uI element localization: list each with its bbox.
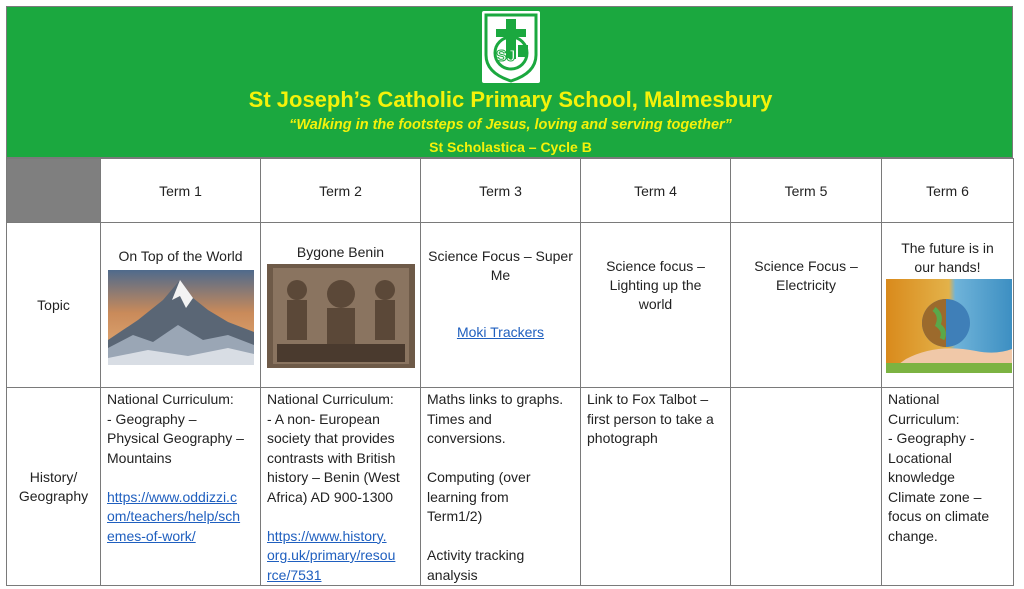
history-geography-label (7, 388, 101, 586)
hg-term-4-line: photograph (587, 430, 658, 446)
topic-term-3 (421, 223, 581, 388)
school-name: St Joseph’s Catholic Primary School, Malmesbury (248, 87, 773, 112)
term-4-header: Term 4 (581, 159, 731, 223)
topic-term-4-line1: Science focus – (606, 258, 705, 274)
hg-term-3-line: analysis (427, 566, 478, 583)
hg-label-line1: History/ (29, 468, 78, 485)
topic-term-6 (882, 223, 1014, 388)
topic-label: Topic (7, 223, 101, 388)
hg-term-3 (421, 388, 581, 586)
hg-term-2-line: contrasts with British (267, 449, 396, 466)
earth-hands-image (886, 279, 1012, 373)
hg-term-5 (731, 388, 882, 586)
hg-term-2-line: Africa) AD 900-1300 (267, 488, 394, 505)
hg-term-2-line: National Curriculum: (267, 391, 394, 407)
topic-term-1 (101, 223, 261, 388)
page (6, 6, 1013, 583)
hg-term-3-line: Activity tracking (427, 547, 525, 563)
topic-term-1-title: On Top of the World (118, 248, 243, 264)
hg-term-6-line: - Geography - (888, 430, 975, 446)
history-link-line: rce/7531 (267, 566, 322, 583)
topic-term-3-line2: Me (490, 267, 511, 283)
hg-term-4-line: first person to take a (587, 410, 714, 427)
hg-term-1-line: Physical Geography – (107, 430, 244, 446)
hg-term-3-line: learning from (427, 488, 509, 505)
history-geography-row (7, 388, 1014, 586)
hg-term-3-line: conversions. (427, 430, 506, 446)
oddizzi-link-line: emes-of-work/ (107, 527, 196, 544)
oddizzi-link[interactable] (107, 488, 254, 547)
term-3-header: Term 3 (421, 159, 581, 223)
hg-term-6-line: Curriculum: (888, 410, 960, 427)
benin-plaque-image (267, 264, 415, 368)
cycle-label: St Scholastica – Cycle B (429, 139, 592, 155)
hg-term-2-line: history – Benin (West (267, 469, 400, 485)
hg-term-6-line: National (888, 391, 940, 407)
hg-term-1-line: Mountains (107, 449, 172, 466)
term-2-header: Term 2 (261, 159, 421, 223)
hg-label-line2: Geography (18, 487, 89, 504)
topic-term-2 (261, 223, 421, 388)
topic-term-4 (581, 223, 731, 388)
term-header-row (7, 159, 1014, 223)
hg-term-2 (261, 388, 421, 586)
hg-term-3-line: Computing (over (427, 469, 531, 485)
term-6-header: Term 6 (882, 159, 1014, 223)
curriculum-table (6, 158, 1014, 586)
topic-term-4-line2: Lighting up the (609, 277, 702, 293)
hg-term-6-line: knowledge (888, 469, 955, 485)
hg-term-1-line: National Curriculum: (107, 391, 234, 407)
term-1-header: Term 1 (101, 159, 261, 223)
hg-term-4-line: Link to Fox Talbot – (587, 391, 709, 407)
topic-term-6-line1: The future is in (901, 240, 994, 256)
hg-term-6 (882, 388, 1014, 586)
hg-term-6-line: focus on climate (888, 508, 990, 524)
topic-term-5 (731, 223, 882, 388)
corner-cell (7, 159, 101, 223)
hg-term-6-line: Climate zone – (888, 488, 982, 505)
mountain-image (108, 270, 254, 365)
oddizzi-link-line: https://www.oddizzi.c (107, 488, 237, 505)
topic-term-3-line1: Science Focus – Super (428, 248, 573, 264)
oddizzi-link-line: om/teachers/help/sch (107, 508, 241, 524)
hg-term-1-line: - Geography – (107, 410, 197, 427)
term-5-header: Term 5 (731, 159, 882, 223)
history-link-line: org.uk/primary/resou (267, 547, 396, 563)
history-link-line: https://www.history. (267, 527, 387, 544)
school-logo-icon (482, 11, 540, 83)
hg-term-3-line: Maths links to graphs. (427, 391, 564, 407)
hg-term-3-line: Times and (427, 410, 492, 427)
moki-trackers-link[interactable]: Moki Trackers (456, 324, 545, 340)
school-banner (6, 6, 1013, 158)
hg-term-6-line: change. (888, 527, 938, 544)
hg-term-3-line: Term1/2) (427, 508, 483, 524)
school-motto: “Walking in the footsteps of Jesus, loving and serving together” (289, 117, 732, 133)
hg-term-2-line: society that provides (267, 430, 395, 446)
topic-term-5-line1: Science Focus – (754, 258, 858, 274)
hg-term-4 (581, 388, 731, 586)
topic-term-4-line3: world (638, 296, 673, 312)
topic-row (7, 223, 1014, 388)
hg-term-6-line: Locational (888, 449, 952, 466)
logo-text: SJ (496, 48, 516, 65)
topic-term-6-line2: our hands! (914, 259, 981, 275)
topic-term-2-title: Bygone Benin (296, 244, 385, 260)
hg-term-2-line: - A non- European (267, 410, 380, 427)
topic-term-5-line2: Electricity (776, 277, 836, 293)
hg-term-1 (101, 388, 261, 586)
history-org-link[interactable] (267, 527, 414, 586)
